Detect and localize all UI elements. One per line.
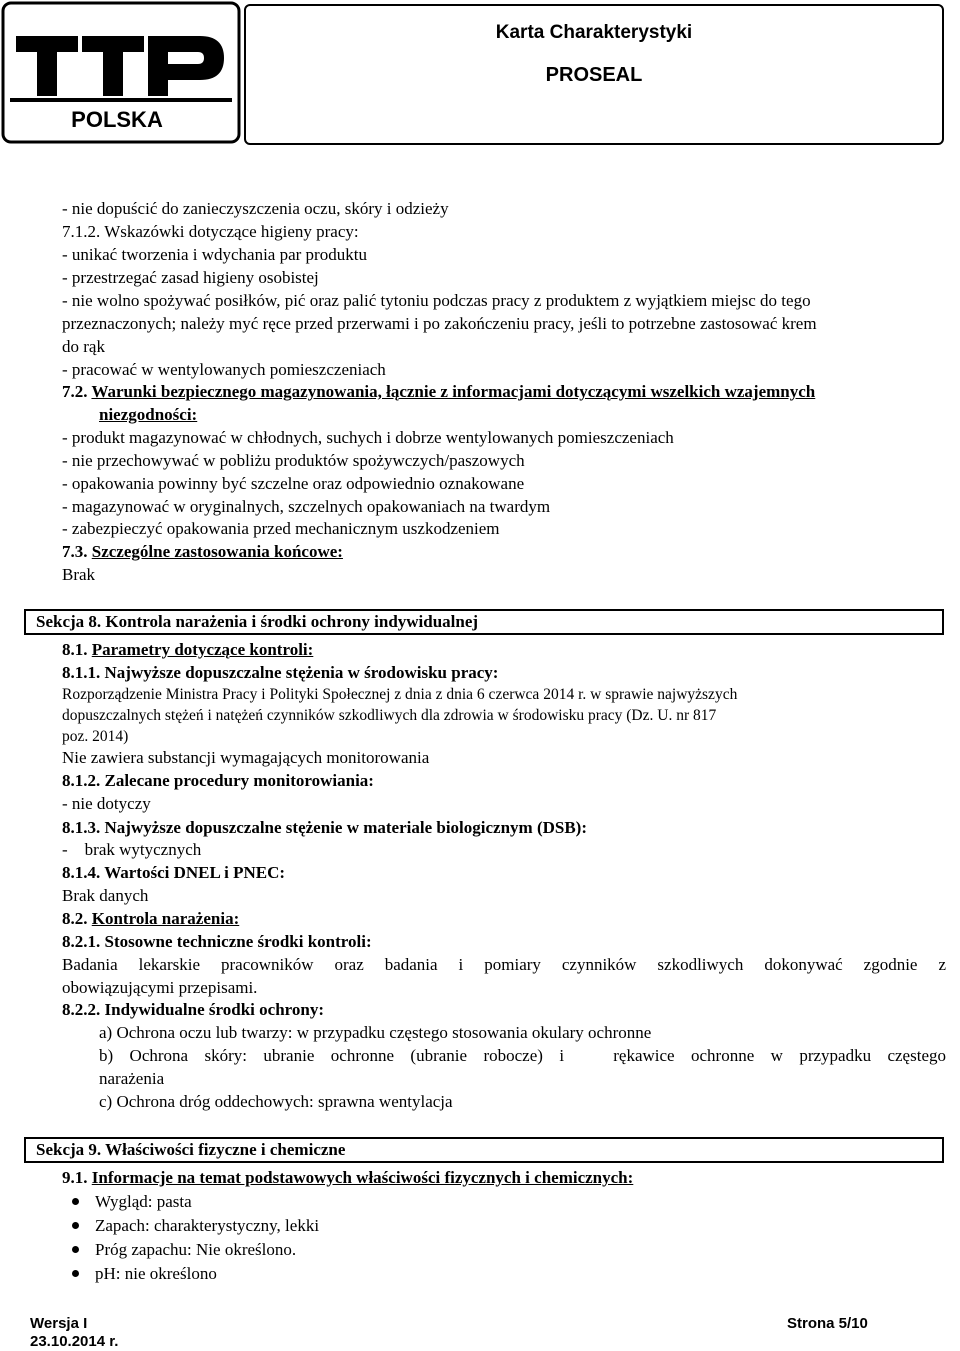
subsection-title-cont: niezgodności: <box>99 405 198 424</box>
footer-version: Wersja I <box>30 1315 88 1332</box>
bullet-icon <box>72 1270 79 1277</box>
text-line: - opakowania powinny być szczelne oraz odpowiednio oznakowane <box>62 474 525 493</box>
subsection-heading: 8.2.1. Stosowne techniczne środki kontroli: <box>62 932 372 951</box>
subsection-heading: 8.1.1. Najwyższe dopuszczalne stężenia w środowisku pracy: <box>62 663 499 682</box>
subsection-heading <box>62 640 313 660</box>
subsection-title: Parametry dotyczące kontroli: <box>91 640 314 659</box>
section-title: Właściwości fizyczne i chemiczne <box>105 1140 346 1159</box>
subsection-title: Szczególne zastosowania końcowe: <box>91 542 343 561</box>
section-9-header <box>24 1137 944 1163</box>
text-line: dopuszczalnych stężeń i natężeń czynników szkodliwych dla zdrowia w środowisku pracy (Dz. U. nr 817 <box>62 707 717 724</box>
subsection-number: 8.2. <box>62 909 88 928</box>
text-line: - produkt magazynować w chłodnych, suchych i dobrze wentylowanych pomieszczeniach <box>62 428 674 447</box>
list-item-text: Próg zapachu: Nie określono. <box>95 1240 297 1259</box>
subsection-heading: 8.1.4. Wartości DNEL i PNEC: <box>62 863 286 882</box>
footer-date: 23.10.2014 r. <box>30 1333 119 1350</box>
text-line: - zabezpieczyć opakowania przed mechanicznym uszkodzeniem <box>62 519 500 538</box>
bullet-icon <box>72 1198 79 1205</box>
text-line: - pracować w wentylowanych pomieszczeniach <box>62 360 386 379</box>
text-line: a) Ochrona oczu lub twarzy: w przypadku częstego stosowania okulary ochronne <box>99 1023 652 1042</box>
list-item <box>72 1264 217 1284</box>
document-title: Karta Charakterystyki <box>495 22 693 43</box>
subsection-heading: 8.1.2. Zalecane procedury monitorowiania: <box>62 771 374 790</box>
section-8-header <box>24 609 944 635</box>
text-line: b) Ochrona skóry: ubranie ochronne (ubranie robocze) i rękawice ochronne w przypadku częstego <box>99 1046 946 1065</box>
subsection-title: Warunki bezpiecznego magazynowania, łącznie z informacjami dotyczącymi wszelkich wzajemnych <box>91 382 816 401</box>
text-line: Rozporządzenie Ministra Pracy i Polityki Społecznej z dnia z dnia 6 czerwca 2014 r. w sprawie najwyższych <box>62 686 738 703</box>
list-item <box>72 1240 296 1260</box>
bullet-icon <box>72 1246 79 1253</box>
text-line: Nie zawiera substancji wymagających monitorowania <box>62 748 430 767</box>
subsection-heading: 8.2.2. Indywidualne środki ochrony: <box>62 1000 324 1019</box>
text-line: - nie wolno spożywać posiłków, pić oraz palić tytoniu podczas pracy z produktem z wyjątkiem miejsc do tego <box>62 291 811 310</box>
subsection-number: 8.1. <box>62 640 88 659</box>
header-title-box <box>244 4 944 145</box>
section-number: Sekcja 9. <box>36 1140 102 1159</box>
subsection-heading <box>62 1168 633 1188</box>
bullet-icon <box>72 1222 79 1229</box>
subsection-heading <box>62 382 815 402</box>
list-item-text: pH: nie określono <box>95 1264 217 1283</box>
text-line: Brak danych <box>62 886 149 905</box>
text-line: narażenia <box>99 1069 165 1088</box>
subsection-heading: 8.1.3. Najwyższe dopuszczalne stężenie w materiale biologicznym (DSB): <box>62 818 588 837</box>
footer-page-number: Strona 5/10 <box>787 1315 868 1332</box>
subsection-title: Kontrola narażenia: <box>91 909 240 928</box>
text-line: obowiązującymi przepisami. <box>62 978 258 997</box>
subsection-title: Informacje na temat podstawowych właściwości fizycznych i chemicznych: <box>91 1168 634 1187</box>
list-item-text: Wygląd: pasta <box>95 1192 192 1211</box>
text-line: Brak <box>62 565 96 584</box>
subsection-heading <box>62 542 343 562</box>
section-number: Sekcja 8. <box>36 612 102 631</box>
text-line: - unikać tworzenia i wdychania par produktu <box>62 245 367 264</box>
section-title: Kontrola narażenia i środki ochrony indywidualnej <box>105 612 479 631</box>
text-line: c) Ochrona dróg oddechowych: sprawna wentylacja <box>99 1092 453 1111</box>
text-line: - magazynować w oryginalnych, szczelnych opakowaniach na twardym <box>62 497 551 516</box>
subsection-number: 7.3. <box>62 542 88 561</box>
text-line: - nie dotyczy <box>62 794 151 813</box>
text-line: - brak wytycznych <box>62 840 202 859</box>
text-line: 7.1.2. Wskazówki dotyczące higieny pracy: <box>62 222 359 241</box>
subsection-number: 7.2. <box>62 382 88 401</box>
text-line: do rąk <box>62 337 105 356</box>
subsection-heading <box>62 909 239 929</box>
logo-text: POLSKA <box>71 107 163 132</box>
company-logo <box>0 0 242 145</box>
text-line: - nie przechowywać w pobliżu produktów spożywczych/paszowych <box>62 451 525 470</box>
ttp-logo-icon <box>0 0 242 145</box>
subsection-number: 9.1. <box>62 1168 88 1187</box>
list-item-text: Zapach: charakterystyczny, lekki <box>95 1216 320 1235</box>
text-line: - nie dopuścić do zanieczyszczenia oczu, skóry i odzieży <box>62 199 449 218</box>
list-item <box>72 1192 192 1212</box>
text-line: poz. 2014) <box>62 728 129 745</box>
text-line: Badania lekarskie pracowników oraz badania i pomiary czynników szkodliwych dokonywać zgodnie z <box>62 955 946 974</box>
product-name: PROSEAL <box>545 64 643 86</box>
text-line: - przestrzegać zasad higieny osobistej <box>62 268 319 287</box>
list-item <box>72 1216 319 1236</box>
text-line: przeznaczonych; należy myć ręce przed przerwami i po zakończeniu pracy, jeśli to potrzebne zastosować krem <box>62 314 817 333</box>
